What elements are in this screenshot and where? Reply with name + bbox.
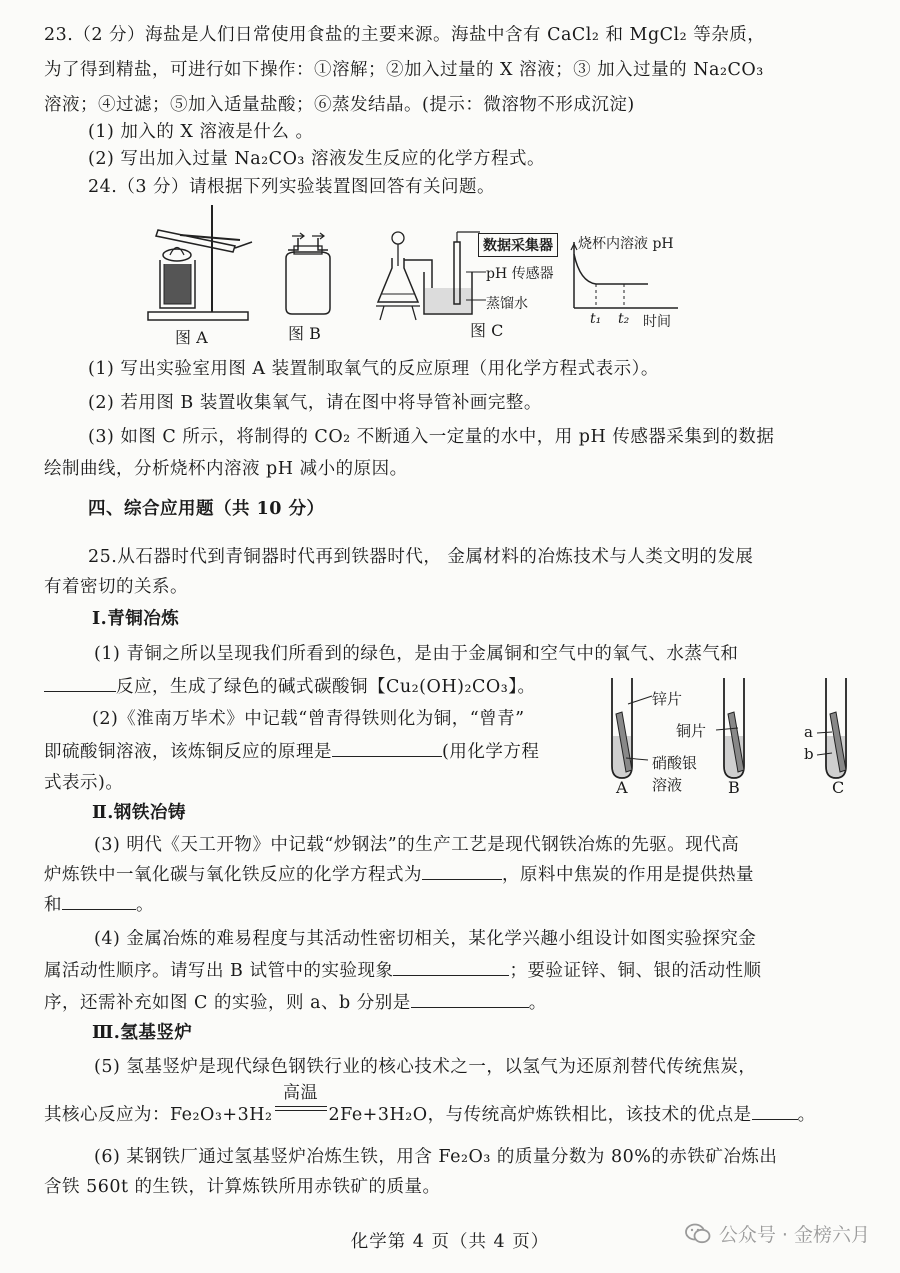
- silver-nitrate-label-1: 硝酸银: [652, 754, 698, 772]
- q25-p2b: [44, 735, 539, 769]
- answer-blank[interactable]: [411, 987, 529, 1008]
- q25-p3b: [44, 858, 864, 892]
- figure-b-caption: 图 B: [288, 324, 321, 343]
- q23-sub2: (2) 写出加入过量 Na₂CO₃ 溶液发生反应的化学方程式。: [88, 149, 545, 169]
- q25-line1: 25.从石器时代到青铜器时代再到铁器时代， 金属材料的冶炼技术与人类文明的发展: [88, 547, 754, 567]
- q23-line2: 为了得到精盐，可进行如下操作：①溶解；②加入过量的 X 溶液；③ 加入过量的 Na₂CO₃: [44, 60, 764, 80]
- q25-heading-steel: Ⅱ.钢铁冶铸: [92, 803, 186, 823]
- q24-sub2: (2) 若用图 B 装置收集氧气，请在图中将导管补画完整。: [88, 393, 542, 413]
- q25-p2a: (2)《淮南万毕术》中记载“曾青得铁则化为铜，“曾青”: [92, 709, 525, 729]
- q25-line2: 有着密切的关系。: [44, 577, 188, 597]
- q25-p5b-pre: 其核心反应为：Fe₂O₃+3H₂: [44, 1105, 273, 1125]
- q25-p4a: (4) 金属冶炼的难易程度与其活动性密切相关，某化学兴趣小组设计如图实验探究金: [94, 929, 757, 949]
- answer-blank[interactable]: [393, 955, 509, 976]
- q25-p2b-pre: 即硫酸铜溶液，该炼铜反应的原理是: [44, 742, 332, 762]
- q25-p4c: [44, 986, 864, 1020]
- zinc-strip-label: 锌片: [652, 690, 683, 708]
- q25-p5a: (5) 氢基竖炉是现代绿色钢铁行业的核心技术之一，以氢气为还原剂替代传统焦炭，: [94, 1057, 757, 1077]
- q25-p3c-pre: 和: [44, 895, 62, 915]
- q23-line3: 溶液；④过滤；⑤加入适量盐酸；⑥蒸发结晶。(提示：微溶物不形成沉淀): [44, 95, 635, 115]
- section-4-heading: 四、综合应用题（共 10 分）: [88, 499, 325, 519]
- q25-p3b-pre: 炉炼铁中一氧化碳与氧化铁反应的化学方程式为: [44, 865, 422, 885]
- q24-sub1: (1) 写出实验室用图 A 装置制取氧气的反应原理（用化学方程式表示）。: [88, 359, 659, 379]
- data-collector-box: 数据采集器: [478, 233, 558, 257]
- q24-sub3b: 绘制曲线，分析烧杯内溶液 pH 减小的原因。: [44, 459, 408, 479]
- wechat-icon: [685, 1223, 711, 1245]
- q23-sub1: (1) 加入的 X 溶液是什么 。: [88, 122, 314, 142]
- q25-p1b-text: 反应，生成了绿色的碱式碳酸铜【Cu₂(OH)₂CO₃】。: [116, 677, 536, 697]
- q25-p4b-pre: 属活动性顺序。请写出 B 试管中的实验现象: [44, 961, 394, 981]
- q25-p5b-mid: 2Fe+3H₂O，与传统高炉炼铁相比，该技术的优点是: [328, 1105, 752, 1125]
- q23-line1: 23.（2 分）海盐是人们日常使用食盐的主要来源。海盐中含有 CaCl₂ 和 MgCl₂ 等杂质，: [44, 25, 766, 45]
- watermark: [685, 1220, 870, 1247]
- q25-p3b-post: ，原料中焦炭的作用是提供热量: [502, 865, 754, 885]
- q25-p4c-pre: 序，还需补充如图 C 的实验，则 a、b 分别是: [44, 993, 411, 1013]
- test-tubes-figure: [604, 674, 874, 786]
- tube-c-a-label: a: [804, 723, 813, 741]
- tube-c-label: C: [832, 778, 845, 797]
- q25-p2b-post: (用化学方程: [442, 742, 540, 762]
- page-footer: 化学第 4 页（共 4 页）: [350, 1232, 550, 1252]
- q25-p5b-post: 。: [797, 1105, 816, 1125]
- q25-p6a: (6) 某钢铁厂通过氢基竖炉冶炼生铁，用含 Fe₂O₃ 的质量分数为 80%的赤铁矿冶炼出: [94, 1147, 778, 1167]
- answer-blank[interactable]: [332, 736, 442, 757]
- q24-line1: 24.（3 分）请根据下列实验装置图回答有关问题。: [88, 177, 496, 197]
- q25-p4b-post: ；要验证锌、铜、银的活动性顺: [509, 961, 762, 981]
- tube-c-b-label: b: [804, 745, 814, 763]
- tube-a-label: A: [616, 778, 628, 797]
- q25-heading-hydrogen: Ⅲ.氢基竖炉: [92, 1023, 193, 1043]
- graph-x-label: 时间: [643, 314, 671, 330]
- graph-t1: t₁: [590, 311, 602, 327]
- copper-strip-label: 铜片: [676, 722, 707, 740]
- q25-p6b: 含铁 560t 的生铁，计算炼铁所用赤铁矿的质量。: [44, 1177, 441, 1197]
- figure-c-caption: 图 C: [470, 321, 504, 340]
- q25-p2c: 式表示)。: [44, 773, 124, 793]
- answer-blank[interactable]: [44, 671, 116, 692]
- reaction-condition-text: 高温: [283, 1083, 318, 1103]
- q25-p4b: [44, 954, 864, 988]
- watermark-text: 公众号 · 金榜六月: [718, 1224, 870, 1246]
- q25-p5b: [44, 1083, 864, 1132]
- q24-sub3a: (3) 如图 C 所示，将制得的 CO₂ 不断通入一定量的水中，用 pH 传感器采集到的数据: [88, 427, 775, 447]
- reaction-condition: [273, 1083, 329, 1132]
- q25-p3c-post: 。: [136, 895, 154, 915]
- q25-heading-bronze: Ⅰ.青铜冶炼: [92, 609, 180, 629]
- distilled-water-label: 蒸馏水: [486, 296, 528, 312]
- figure-b-bottle: [278, 232, 338, 317]
- q25-p3a: (3) 明代《天工开物》中记载“炒钢法”的生产工艺是现代钢铁冶炼的先驱。现代高: [94, 835, 740, 855]
- silver-nitrate-label-2: 溶液: [652, 776, 683, 794]
- q25-p1a: (1) 青铜之所以呈现我们所看到的绿色，是由于金属铜和空气中的氧气、水蒸气和: [94, 644, 739, 664]
- answer-blank[interactable]: [422, 859, 502, 880]
- q25-p4c-post: 。: [528, 993, 547, 1013]
- ph-sensor-label: pH 传感器: [486, 266, 554, 282]
- answer-blank[interactable]: [62, 889, 136, 910]
- graph-t2: t₂: [618, 311, 630, 327]
- q25-p3c: [44, 888, 864, 922]
- graph-title: 烧杯内溶液 pH: [578, 236, 674, 252]
- figure-c-leader-lines: [466, 262, 488, 302]
- q25-p1b: [44, 670, 535, 704]
- figure-a-apparatus: [140, 200, 260, 325]
- figure-a-caption: 图 A: [175, 328, 208, 347]
- tube-b-label: B: [728, 778, 740, 797]
- answer-blank[interactable]: [752, 1099, 798, 1120]
